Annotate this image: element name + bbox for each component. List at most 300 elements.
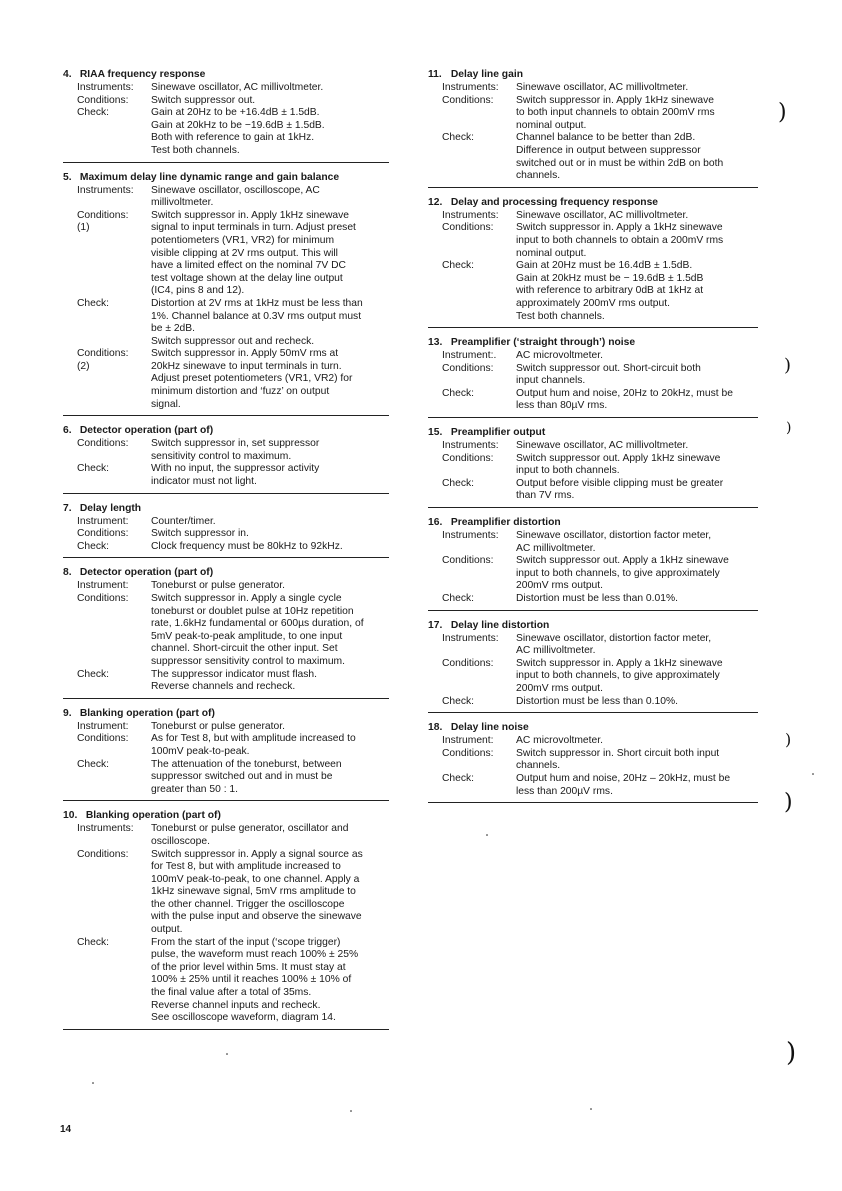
row-value-line: indicator must not light. [151, 476, 257, 488]
row-label-text: Instruments: [442, 440, 499, 452]
row-value-line: nominal output. [516, 247, 587, 259]
row-value-line: 1%. Channel balance at 0.3V rms output must [151, 310, 362, 322]
row-label [63, 95, 151, 108]
row-value [151, 669, 389, 694]
row-label [63, 82, 151, 95]
row-label [428, 440, 516, 453]
row-value-line: signal to input terminals in turn. Adjust preset [151, 222, 356, 234]
row-value-line: 20kHz sinewave to input terminals in turn. [151, 360, 342, 372]
row-value [151, 823, 389, 848]
spec-row [428, 350, 758, 363]
row-value-line: Sinewave oscillator, AC millivoltmeter. [516, 209, 689, 221]
spec-row [63, 210, 389, 298]
row-value [516, 735, 758, 748]
row-value [516, 95, 758, 133]
section-title [63, 809, 389, 822]
row-value-line: Switch suppressor in. [151, 528, 249, 540]
section-number: 5. [63, 171, 72, 183]
row-value-line: the final value after a total of 35ms. [151, 987, 312, 999]
row-value-line: Adjust preset potentiometers (VR1, VR2) for [151, 373, 353, 385]
row-label [428, 696, 516, 709]
row-value-line: of the prior level within 5ms. It must stay at [151, 961, 346, 973]
row-value-line: Counter/timer. [151, 515, 216, 527]
section-title-text: Delay length [79, 502, 142, 514]
row-label [63, 937, 151, 1025]
section-title-text: Delay line distortion [450, 619, 550, 631]
row-value-line: 100mV peak-to-peak. [151, 745, 250, 757]
row-value-line: The suppressor indicator must flash. [151, 668, 317, 680]
row-value-line: less than 200µV rms. [516, 785, 613, 797]
spec-row [428, 453, 758, 478]
row-value [151, 463, 389, 488]
spec-row [428, 210, 758, 223]
row-value-line: Distortion must be less than 0.10%. [516, 695, 678, 707]
row-value [151, 593, 389, 669]
row-value-line: less than 80µV rms. [516, 400, 608, 412]
row-label-text: Conditions: [442, 222, 494, 234]
row-label-text: Check: [442, 695, 475, 707]
spec-row [63, 516, 389, 529]
row-label [428, 478, 516, 503]
spec-row [63, 185, 389, 210]
row-label [428, 735, 516, 748]
row-label-text: Check: [77, 107, 110, 119]
test-section [428, 336, 758, 418]
spec-row [63, 463, 389, 488]
row-value-line: channels. [516, 170, 561, 182]
row-value [516, 530, 758, 555]
row-value [151, 82, 389, 95]
row-value-line: AC microvoltmeter. [516, 735, 603, 747]
section-title [63, 707, 389, 720]
section-title [428, 721, 758, 734]
row-value [516, 388, 758, 413]
row-value-line: 1kHz sinewave signal, 5mV rms amplitude to [151, 886, 356, 898]
row-label-text: Check: [77, 668, 110, 680]
spec-row [63, 823, 389, 848]
spec-row [428, 132, 758, 182]
row-value-line: Switch suppressor in. Apply a 1kHz sinewave [516, 657, 723, 669]
spec-row [428, 440, 758, 453]
row-value-line: Switch suppressor out. Short-circuit both [516, 362, 701, 374]
row-value-line: Gain at 20Hz to be +16.4dB ± 1.5dB. [151, 107, 320, 119]
row-value-line: Switch suppressor out. Apply a 1kHz sinewave [516, 555, 729, 567]
row-value-line: AC millivoltmeter. [516, 542, 596, 554]
row-label-text: Check: [442, 477, 475, 489]
row-label [63, 298, 151, 348]
section-title [428, 196, 758, 209]
section-title-text: Detector operation (part of) [79, 425, 214, 437]
test-section [428, 426, 758, 508]
row-value-line: potentiometers (VR1, VR2) for minimum [151, 234, 335, 246]
binding-hole-mark: ) [778, 100, 787, 125]
binding-hole-mark: ) [784, 790, 793, 815]
row-value [516, 82, 758, 95]
row-value-line: minimum distortion and ‘fuzz’ on output [151, 386, 330, 398]
row-value [516, 363, 758, 388]
test-section [63, 707, 389, 802]
section-number: 4. [63, 69, 72, 80]
section-title [63, 171, 389, 184]
row-label-text: Instruments: [442, 82, 499, 93]
scan-speck [350, 1110, 352, 1112]
section-title [428, 336, 758, 349]
row-value-line: As for Test 8, but with amplitude increased to [151, 733, 356, 745]
row-value-line: Distortion at 2V rms at 1kHz must be less than [151, 297, 363, 309]
row-value-line: Gain at 20kHz to be −19.6dB ± 1.5dB. [151, 119, 325, 131]
scan-speck [590, 1108, 592, 1110]
row-value [151, 516, 389, 529]
row-label [63, 849, 151, 937]
row-value-line: Switch suppressor in. Short circuit both input [516, 747, 720, 759]
row-value-line: Sinewave oscillator, oscilloscope, AC [151, 184, 320, 196]
row-value-line: Toneburst or pulse generator. [151, 720, 285, 732]
test-section [63, 424, 389, 493]
row-value [151, 759, 389, 797]
row-label [428, 773, 516, 798]
row-value-line: Switch suppressor in. Apply 1kHz sinewave [151, 209, 350, 221]
row-label [63, 593, 151, 669]
row-label-text: Instruments: [442, 632, 499, 644]
row-label-text: Conditions: [442, 94, 494, 106]
row-value [151, 438, 389, 463]
section-title-text: Detector operation (part of) [79, 567, 214, 579]
spec-row [63, 528, 389, 541]
row-value-line: Sinewave oscillator, distortion factor meter, [516, 530, 712, 542]
section-number: 18. [428, 722, 443, 734]
section-number: 17. [428, 619, 443, 631]
row-value-line: Output hum and noise, 20Hz to 20kHz, must be [516, 387, 733, 399]
row-label [428, 82, 516, 95]
row-sublabel: (2) [77, 360, 90, 372]
row-value-line: See oscilloscope waveform, diagram 14. [151, 1012, 336, 1024]
spec-row [428, 748, 758, 773]
section-title [428, 516, 758, 529]
row-value-line: Distortion must be less than 0.01%. [516, 593, 678, 604]
row-label [63, 580, 151, 593]
row-value-line: 200mV rms output. [516, 682, 603, 694]
row-label-text: Conditions: [77, 348, 129, 360]
row-value-line: Switch suppressor in. Apply a single cycle [151, 593, 342, 604]
test-section [63, 68, 389, 163]
row-label [63, 528, 151, 541]
section-title [63, 566, 389, 579]
row-value-line: rate, 1.6kHz fundamental or 600µs duration, of [151, 618, 364, 630]
spec-row [63, 937, 389, 1025]
spec-row [428, 260, 758, 323]
spec-row [428, 658, 758, 696]
row-value-line: oscilloscope. [151, 835, 210, 847]
section-number: 8. [63, 567, 72, 579]
spec-row [63, 721, 389, 734]
row-value-line: input channels. [516, 375, 586, 387]
section-title [63, 502, 389, 515]
row-label-text: Check: [442, 387, 475, 399]
section-number: 15. [428, 427, 443, 439]
section-number: 13. [428, 337, 443, 349]
row-value-line: Switch suppressor out. [151, 94, 256, 106]
row-value-line: to both input channels to obtain 200mV rms [516, 107, 715, 119]
scan-speck [812, 773, 814, 775]
test-section [63, 171, 389, 417]
row-value-line: (IC4, pins 8 and 12). [151, 285, 245, 297]
row-value-line: 200mV rms output. [516, 580, 603, 592]
spec-row [63, 541, 389, 554]
section-title [63, 68, 389, 81]
row-label [428, 748, 516, 773]
row-value-line: From the start of the input (‘scope trigger) [151, 936, 341, 948]
row-value [516, 478, 758, 503]
row-label-text: Instrument: [77, 515, 129, 527]
section-number: 6. [63, 425, 72, 437]
spec-row [63, 733, 389, 758]
row-value [151, 528, 389, 541]
row-value-line: with the pulse input and observe the sinewave [151, 911, 362, 923]
row-value [151, 107, 389, 157]
row-label [63, 185, 151, 210]
row-value [516, 222, 758, 260]
row-label-text: Conditions: [442, 747, 494, 759]
row-value-line: sensitivity control to maximum. [151, 450, 292, 462]
row-value-line: Switch suppressor in. Apply a signal source as [151, 848, 363, 860]
row-value-line: visible clipping at 2V rms output. This will [151, 247, 338, 259]
row-value-line: Sinewave oscillator, AC millivoltmeter. [516, 82, 689, 93]
row-label-text: Instrument: [77, 720, 129, 732]
row-value-line: Output hum and noise, 20Hz – 20kHz, must be [516, 772, 731, 784]
test-section [63, 809, 389, 1030]
spec-row [428, 95, 758, 133]
row-label-text: Conditions: [77, 733, 129, 745]
row-label-text: Instrument:. [442, 350, 497, 362]
row-label-text: Conditions: [442, 555, 494, 567]
section-title-text: Blanking operation (part of) [79, 707, 215, 719]
row-label-text: Instruments: [442, 530, 499, 542]
scan-speck [486, 834, 488, 836]
row-value-line: Toneburst or pulse generator. [151, 580, 285, 592]
section-title-text: Preamplifier output [450, 427, 546, 439]
row-value [516, 748, 758, 773]
row-value-line: 5mV peak-to-peak amplitude, to one input [151, 630, 343, 642]
section-number: 11. [428, 69, 442, 80]
row-value-line: toneburst or doublet pulse at 10Hz repetition [151, 605, 354, 617]
right-column [428, 68, 758, 811]
row-value [516, 696, 758, 709]
row-value-line: Difference in output between suppressor [516, 144, 701, 156]
row-value-line: signal. [151, 398, 181, 410]
row-label [63, 516, 151, 529]
row-label-text: Check: [442, 132, 475, 144]
row-label-text: Check: [77, 540, 110, 552]
section-title [428, 619, 758, 632]
row-value-line: for Test 8, but with amplitude increased to [151, 861, 341, 873]
row-label-text: Check: [77, 936, 110, 948]
spec-row [63, 95, 389, 108]
row-label [428, 260, 516, 323]
section-title-text: Preamplifier distortion [450, 517, 561, 529]
page-number: 14 [60, 1124, 72, 1135]
row-label-text: Instruments: [442, 209, 499, 221]
row-value-line: pulse, the waveform must reach 100% ± 25% [151, 949, 359, 961]
row-value-line: Clock frequency must be 80kHz to 92kHz. [151, 540, 343, 552]
row-value-line: input to both channels to obtain a 200mV rms [516, 234, 724, 246]
spec-row [63, 438, 389, 463]
row-value-line: Switch suppressor in. Apply a 1kHz sinewave [516, 222, 723, 234]
row-label-text: Conditions: [442, 657, 494, 669]
row-label-text: Conditions: [442, 362, 494, 374]
row-label [428, 388, 516, 413]
spec-row [428, 478, 758, 503]
section-title-text: Delay line gain [450, 69, 523, 80]
row-label [63, 210, 151, 298]
row-value-line: Gain at 20kHz must be − 19.6dB ± 1.5dB [516, 272, 704, 284]
row-value [516, 132, 758, 182]
spec-row [428, 696, 758, 709]
row-value [516, 658, 758, 696]
spec-row [63, 107, 389, 157]
row-value-line: suppressor sensitivity control to maximum. [151, 655, 345, 667]
section-title-text: Maximum delay line dynamic range and gain balance [79, 171, 340, 183]
row-label [428, 633, 516, 658]
row-value [516, 350, 758, 363]
row-value-line: suppressor switched out and in must be [151, 771, 333, 783]
row-value [151, 185, 389, 210]
row-value-line: The attenuation of the toneburst, between [151, 758, 342, 770]
row-label [63, 669, 151, 694]
row-value [516, 440, 758, 453]
row-value-line: input to both channels, to give approximately [516, 567, 720, 579]
row-value-line: AC microvoltmeter. [516, 350, 603, 362]
section-title [428, 426, 758, 439]
test-section [428, 68, 758, 188]
section-title-text: Delay line noise [450, 722, 529, 734]
row-value-line: approximately 200mV rms output. [516, 297, 670, 309]
row-value-line: input to both channels. [516, 465, 620, 477]
row-value-line: greater than 50 : 1. [151, 783, 239, 795]
section-number: 9. [63, 707, 72, 719]
row-value-line: Both with reference to gain at 1kHz. [151, 132, 315, 144]
row-value-line: Switch suppressor in, set suppressor [151, 438, 320, 450]
row-value-line: the other channel. Trigger the oscilloscope [151, 898, 345, 910]
row-value [516, 773, 758, 798]
row-value-line: Channel balance to be better than 2dB. [516, 132, 696, 144]
test-section [63, 566, 389, 698]
section-number: 16. [428, 517, 443, 529]
row-value-line: channel. Short-circuit the other input. Set [151, 643, 338, 655]
row-value [151, 937, 389, 1025]
row-value-line: 100% ± 25% until it reaches 100% ± 10% of [151, 974, 352, 986]
row-label-text: Check: [77, 463, 110, 475]
row-label-text: Conditions: [442, 452, 494, 464]
spec-row [63, 298, 389, 348]
section-title-text: RIAA frequency response [79, 69, 206, 80]
spec-row [428, 222, 758, 260]
spec-row [63, 348, 389, 411]
scan-speck [92, 1082, 94, 1084]
row-label-text: Conditions: [77, 848, 129, 860]
row-label-text: Instruments: [77, 184, 134, 196]
spec-row [428, 530, 758, 555]
row-label [63, 721, 151, 734]
row-value-line: have a limited effect on the nominal 7V DC [151, 260, 346, 272]
row-value-line: with reference to arbitrary 0dB at 1kHz at [516, 285, 704, 297]
spec-row [63, 82, 389, 95]
row-value [151, 721, 389, 734]
row-label-text: Instrument: [77, 580, 129, 592]
row-value-line: Toneburst or pulse generator, oscillator and [151, 823, 349, 835]
row-value [151, 580, 389, 593]
spec-row [63, 593, 389, 669]
row-sublabel: (1) [77, 222, 90, 234]
row-label-text: Check: [77, 758, 110, 770]
row-value [516, 633, 758, 658]
row-label [63, 107, 151, 157]
row-value [151, 95, 389, 108]
row-value-line: Test both channels. [151, 144, 240, 156]
row-value-line: switched out or in must be within 2dB on both [516, 157, 724, 169]
row-label [63, 438, 151, 463]
spec-row [428, 388, 758, 413]
row-value [151, 733, 389, 758]
row-label [428, 555, 516, 593]
spec-row [63, 849, 389, 937]
spec-row [63, 759, 389, 797]
row-value-line: AC millivoltmeter. [516, 645, 596, 657]
spec-row [428, 363, 758, 388]
row-value-line: output. [151, 924, 183, 936]
test-section [428, 619, 758, 714]
row-value-line: Gain at 20Hz must be 16.4dB ± 1.5dB. [516, 260, 693, 272]
binding-hole-mark: ) [786, 1038, 797, 1068]
row-value-line: than 7V rms. [516, 490, 575, 502]
row-value [516, 210, 758, 223]
section-title [63, 424, 389, 437]
row-value-line: Switch suppressor in. Apply 50mV rms at [151, 348, 339, 360]
row-value [151, 348, 389, 411]
row-label [428, 350, 516, 363]
row-label [63, 463, 151, 488]
row-value-line: Switch suppressor out and recheck. [151, 335, 315, 347]
row-label-text: Instruments: [77, 82, 134, 93]
test-section [63, 502, 389, 559]
row-value-line: Reverse channels and recheck. [151, 681, 296, 693]
binding-hole-mark: ) [784, 355, 792, 376]
test-section [428, 516, 758, 611]
row-value-line: Output before visible clipping must be greater [516, 477, 724, 489]
row-label [63, 348, 151, 411]
row-label-text: Conditions: [77, 209, 129, 221]
row-label [428, 453, 516, 478]
row-value-line: channels. [516, 760, 561, 772]
section-number: 7. [63, 502, 72, 514]
row-value-line: Switch suppressor in. Apply 1kHz sinewave [516, 94, 715, 106]
row-value-line: With no input, the suppressor activity [151, 463, 320, 475]
spec-row [428, 773, 758, 798]
test-section [428, 721, 758, 803]
row-label [63, 759, 151, 797]
row-value-line: Reverse channel inputs and recheck. [151, 999, 321, 1011]
row-label-text: Conditions: [77, 593, 129, 604]
row-value [516, 555, 758, 593]
row-value-line: Switch suppressor out. Apply 1kHz sinewave [516, 452, 721, 464]
row-label-text: Instruments: [77, 823, 134, 835]
row-value [516, 593, 758, 606]
section-title [428, 68, 758, 81]
row-value-line: millivoltmeter. [151, 197, 214, 209]
row-label-text: Conditions: [77, 438, 129, 450]
spec-row [428, 82, 758, 95]
row-value [151, 849, 389, 937]
row-label [428, 658, 516, 696]
